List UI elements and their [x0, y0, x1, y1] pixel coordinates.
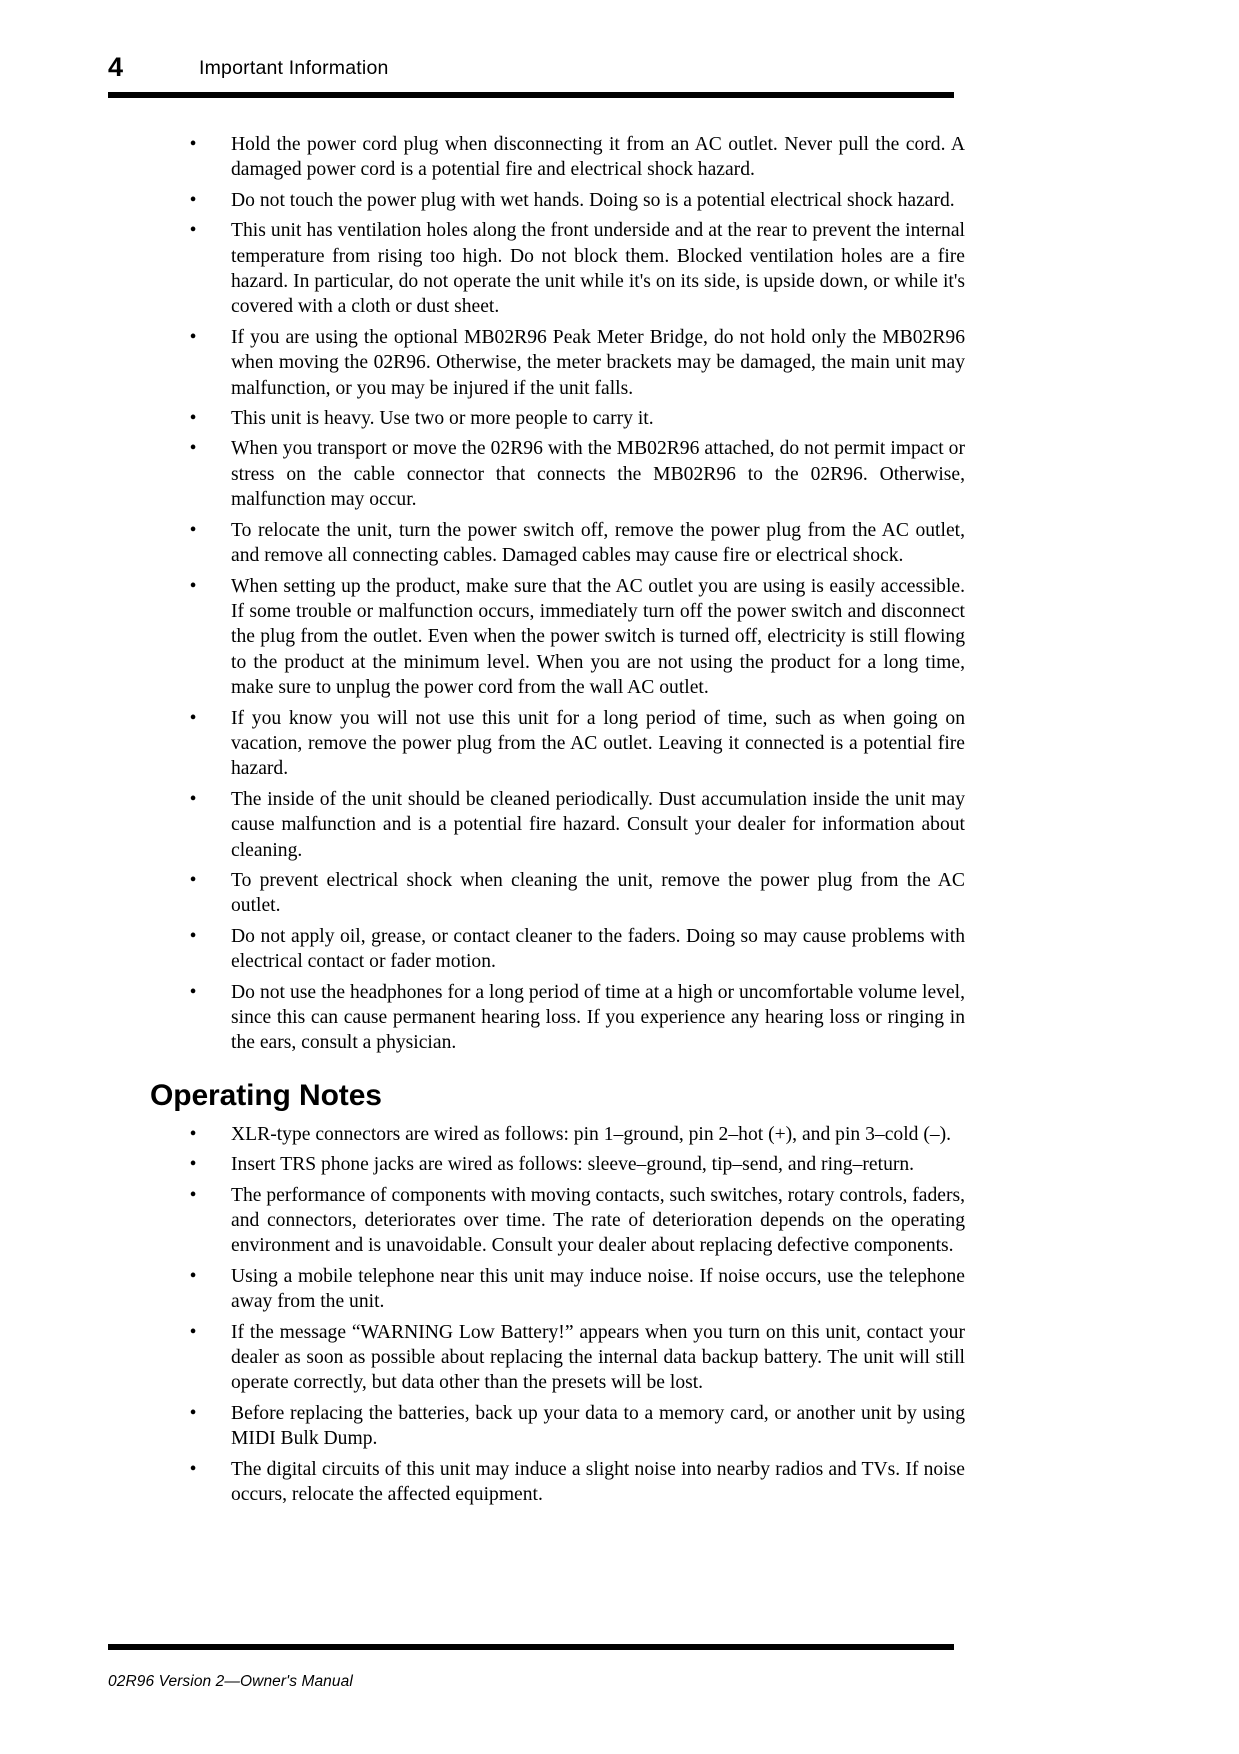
bullet-text: To relocate the unit, turn the power switch off, remove the power plug from the AC outlet, and remove all connecting cables. Damaged cables may cause fire or electrical shock. — [231, 519, 965, 567]
bullet-text: Do not apply oil, grease, or contact cleaner to the faders. Doing so may cause problems with electrical contact or fader motion. — [231, 925, 965, 973]
operating-note-item — [175, 1183, 965, 1259]
safety-note-item — [175, 787, 965, 863]
bullet-text: The digital circuits of this unit may induce a slight noise into nearby radios and TVs. If noise occurs, relocate the affected equipment. — [231, 1458, 965, 1506]
bullet-text: Do not touch the power plug with wet hands. Doing so is a potential electrical shock hazard. — [231, 189, 955, 211]
operating-note-item — [175, 1264, 965, 1315]
safety-note-item — [175, 218, 965, 320]
operating-notes-list — [175, 1122, 965, 1508]
bullet-text: Before replacing the batteries, back up your data to a memory card, or another unit by using MIDI Bulk Dump. — [231, 1402, 965, 1450]
operating-note-item — [175, 1401, 965, 1452]
safety-note-item — [175, 518, 965, 569]
bullet-marker-icon: • — [189, 707, 197, 729]
safety-note-item — [175, 574, 965, 701]
bullet-text: Insert TRS phone jacks are wired as follows: sleeve–ground, tip–send, and ring–return. — [231, 1154, 915, 1176]
page-content — [150, 132, 966, 1508]
bullet-marker-icon: • — [189, 326, 197, 348]
safety-note-item — [175, 868, 965, 919]
bullet-marker-icon: • — [189, 1184, 197, 1206]
safety-note-item — [175, 132, 965, 183]
bullet-text: Using a mobile telephone near this unit may induce noise. If noise occurs, use the telephone away from the unit. — [231, 1265, 965, 1313]
bullet-marker-icon: • — [189, 925, 197, 947]
bullet-text: When you transport or move the 02R96 with the MB02R96 attached, do not permit impact or stress on the cable connector that connects the MB02R96 to the 02R96. Otherwise, malfunction may occur. — [231, 438, 965, 511]
safety-note-item — [175, 325, 965, 401]
footer-manual-label: 02R96 Version 2—Owner's Manual — [108, 1673, 353, 1690]
bullet-text: If you are using the optional MB02R96 Peak Meter Bridge, do not hold only the MB02R96 when moving the 02R96. Otherwise, the meter brackets may be damaged, the main unit may malfunction, or you may be injured if the unit falls. — [231, 326, 965, 399]
bullet-marker-icon: • — [189, 575, 197, 597]
bullet-text: XLR-type connectors are wired as follows: pin 1–ground, pin 2–hot (+), and pin 3–cold (–). — [231, 1123, 952, 1145]
bullet-text: The inside of the unit should be cleaned periodically. Dust accumulation inside the unit may cause malfunction and is a potential fire hazard. Consult your dealer for information about cleaning. — [231, 788, 965, 861]
footer-divider — [108, 1644, 954, 1650]
bullet-marker-icon: • — [189, 1123, 197, 1145]
operating-note-item — [175, 1152, 965, 1177]
bullet-marker-icon: • — [189, 189, 197, 211]
bullet-marker-icon: • — [189, 1402, 197, 1424]
safety-notes-list — [175, 132, 965, 1056]
safety-note-item — [175, 980, 965, 1056]
bullet-marker-icon: • — [189, 134, 197, 155]
header-divider — [108, 92, 954, 98]
bullet-marker-icon: • — [189, 1154, 197, 1176]
safety-note-item — [175, 406, 965, 431]
safety-note-item — [175, 436, 965, 512]
bullet-text: Hold the power cord plug when disconnecting it from an AC outlet. Never pull the cord. A damaged power cord is a potential fire and electrical shock hazard. — [231, 134, 965, 181]
page-number: 4 — [108, 52, 124, 82]
bullet-marker-icon: • — [189, 1265, 197, 1287]
page-title: Important Information — [199, 57, 389, 79]
bullet-marker-icon: • — [189, 519, 197, 541]
bullet-marker-icon: • — [189, 408, 197, 430]
bullet-marker-icon: • — [189, 438, 197, 460]
safety-note-item — [175, 188, 965, 213]
bullet-text: If the message “WARNING Low Battery!” appears when you turn on this unit, contact your dealer as soon as possible about replacing the internal data backup battery. The unit will still operate correctly, but data other than the presets will be lost. — [231, 1321, 965, 1394]
bullet-marker-icon: • — [189, 981, 197, 1003]
bullet-text: The performance of components with moving contacts, such switches, rotary controls, faders, and connectors, deteriorates over time. The rate of deterioration depends on the operating environment and is unavoidable. Consult your dealer about replacing defective components. — [231, 1184, 966, 1257]
bullet-marker-icon: • — [189, 220, 197, 242]
bullet-marker-icon: • — [189, 869, 197, 891]
bullet-marker-icon: • — [189, 1458, 197, 1480]
operating-note-item — [175, 1122, 965, 1147]
bullet-text: When setting up the product, make sure that the AC outlet you are using is easily accessible. If some trouble or malfunction occurs, immediately turn off the power switch and disconnect the plug from the outlet. Even when the power switch is turned off, electricity is still flowing to the product at the minimum level. When you are not using the product for a long time, make sure to unplug the power cord from the wall AC outlet. — [231, 575, 965, 699]
bullet-text: If you know you will not use this unit for a long period of time, such as when going on vacation, remove the power plug from the AC outlet. Leaving it connected is a potential fire hazard. — [231, 707, 965, 780]
operating-note-item — [175, 1457, 965, 1508]
operating-notes-heading: Operating Notes — [150, 1078, 382, 1112]
safety-note-item — [175, 706, 965, 782]
bullet-text: This unit has ventilation holes along the front underside and at the rear to prevent the internal temperature from rising too high. Do not block them. Blocked ventilation holes are a fire hazard. In particular, do not operate the unit while it's on its side, is upside down, or while it's covered with a cloth or dust sheet. — [231, 220, 965, 318]
bullet-text: To prevent electrical shock when cleaning the unit, remove the power plug from the AC outlet. — [231, 869, 965, 917]
bullet-text: Do not use the headphones for a long period of time at a high or uncomfortable volume level, since this can cause permanent hearing loss. If you experience any hearing loss or ringing in the ears, consult a physician. — [231, 981, 965, 1054]
bullet-marker-icon: • — [189, 1321, 197, 1343]
bullet-marker-icon: • — [189, 788, 197, 810]
safety-note-item — [175, 924, 965, 975]
operating-note-item — [175, 1320, 965, 1396]
bullet-text: This unit is heavy. Use two or more people to carry it. — [231, 408, 654, 430]
